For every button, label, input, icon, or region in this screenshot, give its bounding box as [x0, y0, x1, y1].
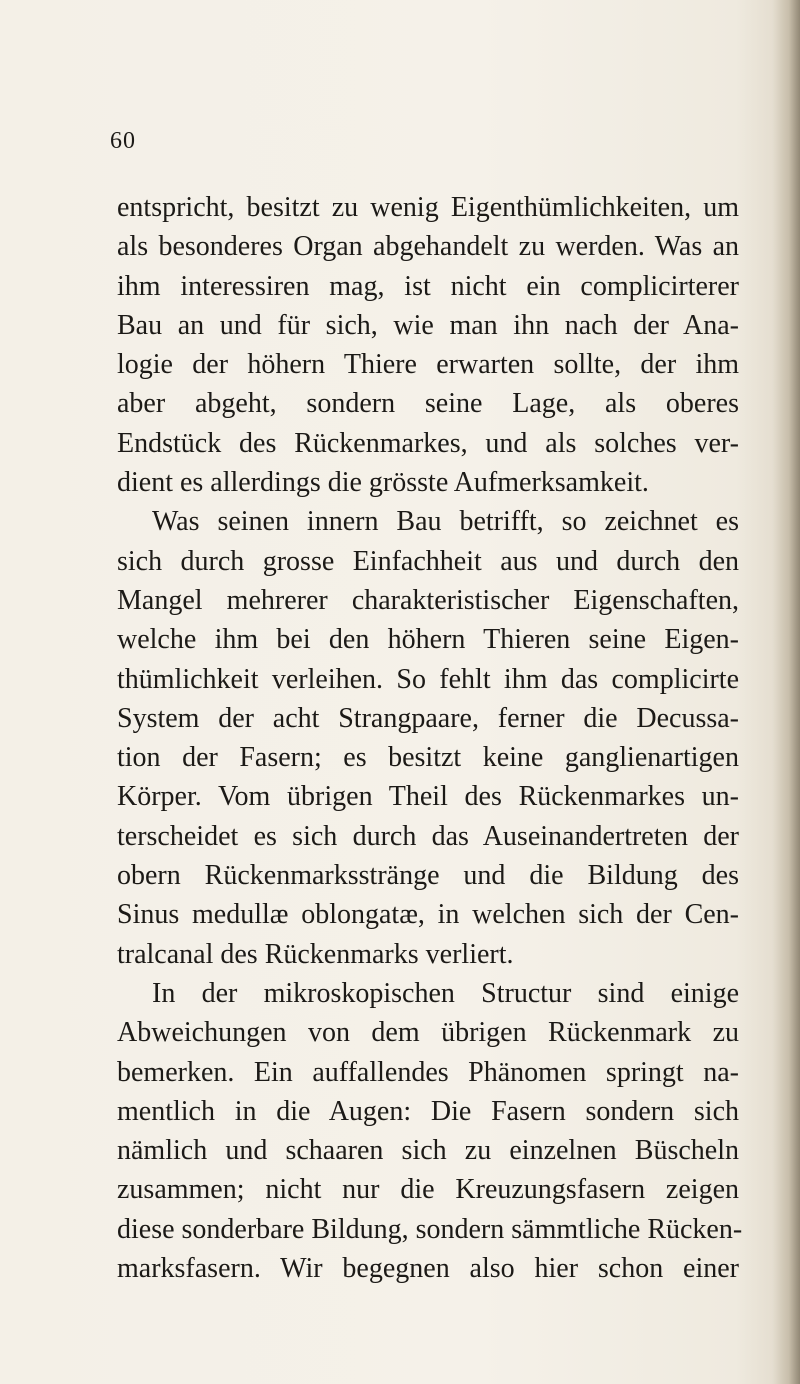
text-line: Bau an und für sich, wie man ihn nach der Ana- — [117, 309, 739, 341]
text-line: welche ihm bei den höhern Thieren seine Eigen- — [117, 624, 739, 656]
page-edge-shadow — [772, 0, 800, 1384]
text-line: aber abgeht, sondern seine Lage, als oberes — [117, 388, 739, 420]
text-line: Körper. Vom übrigen Theil des Rückenmarkes un- — [117, 781, 739, 813]
text-line: sich durch grosse Einfachheit aus und durch den — [117, 545, 739, 577]
text-line: tion der Fasern; es besitzt keine ganglienartigen — [117, 742, 739, 774]
text-line: obern Rückenmarksstränge und die Bildung des — [117, 860, 739, 892]
body-text — [117, 188, 743, 1288]
text-line: dient es allerdings die grösste Aufmerksamkeit. — [117, 467, 649, 499]
text-line: Abweichungen von dem übrigen Rückenmark zu — [117, 1017, 739, 1049]
text-line: terscheidet es sich durch das Auseinandertreten der — [117, 820, 739, 852]
paragraph-start: Was seinen innern Bau betrifft, so zeichnet es — [152, 506, 739, 538]
text-line: nämlich und schaaren sich zu einzelnen Büscheln — [117, 1135, 739, 1167]
text-line: entspricht, besitzt zu wenig Eigenthümlichkeiten, um — [117, 192, 739, 223]
text-line: thümlichkeit verleihen. So fehlt ihm das complicirte — [117, 663, 739, 695]
text-line: ihm interessiren mag, ist nicht ein complicirterer — [117, 270, 739, 302]
text-line: tralcanal des Rückenmarks verliert. — [117, 938, 514, 970]
paragraph-start: In der mikroskopischen Structur sind einige — [152, 977, 739, 1009]
text-line: bemerken. Ein auffallendes Phänomen springt na- — [117, 1056, 739, 1088]
text-line: Sinus medullæ oblongatæ, in welchen sich der Cen- — [117, 899, 739, 931]
text-line: Endstück des Rückenmarkes, und als solches ver- — [117, 427, 739, 459]
text-line: zusammen; nicht nur die Kreuzungsfasern zeigen — [117, 1174, 739, 1206]
text-line: Mangel mehrerer charakteristischer Eigenschaften, — [117, 584, 739, 616]
text-line: mentlich in die Augen: Die Fasern sondern sich — [117, 1095, 739, 1127]
text-line: als besonderes Organ abgehandelt zu werden. Was an — [117, 231, 739, 263]
text-line: marksfasern. Wir begegnen also hier schon einer — [117, 1253, 739, 1285]
text-line: diese sonderbare Bildung, sondern sämmtliche Rücken- — [117, 1213, 743, 1245]
page-number: 60 — [110, 128, 136, 154]
text-line: System der acht Strangpaare, ferner die Decussa- — [117, 702, 739, 734]
text-line: logie der höhern Thiere erwarten sollte, der ihm — [117, 349, 739, 381]
